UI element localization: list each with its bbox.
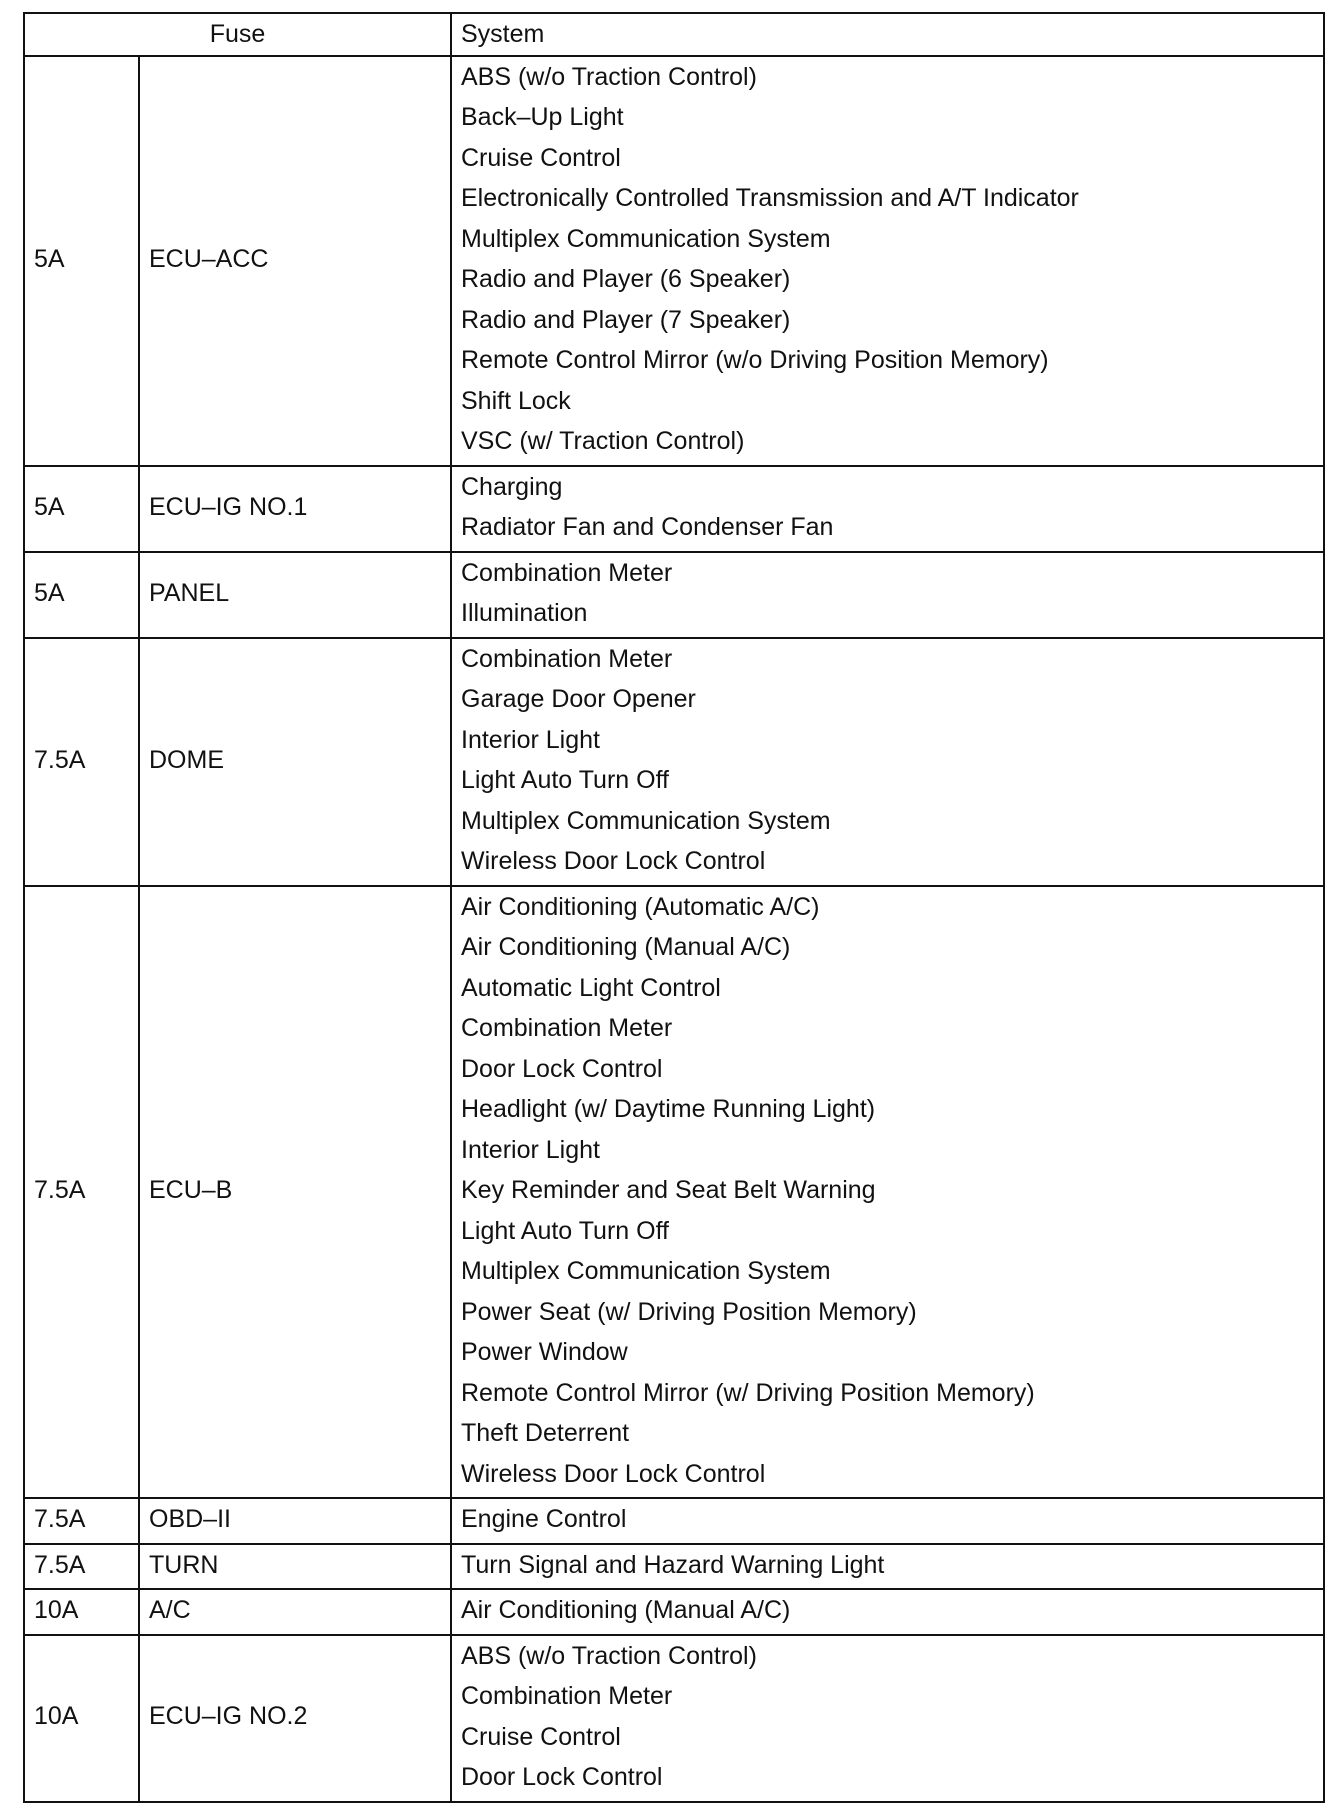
system-item: Cruise Control <box>461 1722 621 1751</box>
fuse-amperage: 10A <box>24 1635 139 1802</box>
system-item: Air Conditioning (Automatic A/C) <box>461 892 820 921</box>
system-item: Combination Meter <box>461 1014 673 1042</box>
system-list <box>451 1544 1324 1590</box>
fuse-amperage: 5A <box>24 56 139 466</box>
system-list <box>451 886 1324 1499</box>
system-item: Engine Control <box>461 1505 627 1533</box>
system-item: Wireless Door Lock Control <box>461 847 766 875</box>
system-item: Air Conditioning (Manual A/C) <box>461 1596 791 1624</box>
system-list <box>451 1589 1324 1635</box>
system-item: Door Lock Control <box>461 1763 663 1791</box>
system-item: Automatic Light Control <box>461 973 721 1002</box>
fuse-amperage: 7.5A <box>24 1544 139 1590</box>
system-item: Back–Up Light <box>461 103 624 131</box>
system-list <box>451 638 1324 886</box>
system-list <box>451 1635 1324 1802</box>
fuse-name: ECU–IG NO.2 <box>139 1635 451 1802</box>
system-item: ABS (w/o Traction Control) <box>461 1641 757 1670</box>
system-item: Combination Meter <box>461 1682 673 1710</box>
table-header <box>24 13 1324 56</box>
system-item: Power Seat (w/ Driving Position Memory) <box>461 1297 917 1326</box>
table-row <box>24 1498 1324 1544</box>
fuse-name: TURN <box>139 1544 451 1590</box>
system-item: Interior Light <box>461 1135 600 1164</box>
fuse-amperage: 7.5A <box>24 886 139 1499</box>
system-item: Light Auto Turn Off <box>461 1216 670 1245</box>
fuse-name: PANEL <box>139 552 451 638</box>
fuse-column-header: Fuse <box>24 13 451 56</box>
system-item: Wireless Door Lock Control <box>461 1459 766 1488</box>
system-item: VSC (w/ Traction Control) <box>461 427 745 455</box>
table-row <box>24 552 1324 638</box>
fuse-amperage: 5A <box>24 552 139 638</box>
system-item: Electronically Controlled Transmission and A/T Indicator <box>461 184 1079 212</box>
system-item: Radio and Player (6 Speaker) <box>461 265 791 293</box>
table-body <box>24 56 1324 1802</box>
system-item: Remote Control Mirror (w/ Driving Position Memory) <box>461 1378 1035 1407</box>
table-row <box>24 466 1324 552</box>
system-item: Theft Deterrent <box>461 1419 630 1447</box>
system-item: Interior Light <box>461 725 600 754</box>
fuse-name: A/C <box>139 1589 451 1635</box>
table-row <box>24 56 1324 466</box>
system-item: Combination Meter <box>461 644 673 673</box>
system-item: Charging <box>461 472 563 501</box>
fuse-table <box>23 12 1325 1803</box>
system-item: Headlight (w/ Daytime Running Light) <box>461 1095 876 1123</box>
system-item: Multiplex Communication System <box>461 1257 831 1285</box>
system-item: Radiator Fan and Condenser Fan <box>461 513 834 541</box>
system-item: Light Auto Turn Off <box>461 766 670 794</box>
table-row <box>24 886 1324 1499</box>
system-item: Turn Signal and Hazard Warning Light <box>461 1550 885 1579</box>
table-row <box>24 638 1324 886</box>
system-item: Door Lock Control <box>461 1054 663 1083</box>
system-list <box>451 466 1324 552</box>
system-item: Multiplex Communication System <box>461 806 831 835</box>
system-item: Power Window <box>461 1338 628 1366</box>
system-item: Multiplex Communication System <box>461 224 831 253</box>
fuse-amperage: 7.5A <box>24 1498 139 1544</box>
table-row <box>24 1635 1324 1802</box>
system-item: Cruise Control <box>461 143 621 172</box>
header-row <box>24 13 1324 56</box>
fuse-name: ECU–IG NO.1 <box>139 466 451 552</box>
fuse-amperage: 7.5A <box>24 638 139 886</box>
system-item: Combination Meter <box>461 558 673 587</box>
system-item: Radio and Player (7 Speaker) <box>461 305 791 334</box>
table-row <box>24 1544 1324 1590</box>
system-item: ABS (w/o Traction Control) <box>461 62 757 91</box>
fuse-name: ECU–B <box>139 886 451 1499</box>
system-item: Remote Control Mirror (w/o Driving Position Memory) <box>461 346 1049 374</box>
fuse-name: DOME <box>139 638 451 886</box>
table-row <box>24 1589 1324 1635</box>
fuse-amperage: 10A <box>24 1589 139 1635</box>
system-list <box>451 552 1324 638</box>
system-list <box>451 1498 1324 1544</box>
system-item: Garage Door Opener <box>461 685 696 713</box>
system-list <box>451 56 1324 466</box>
fuse-amperage: 5A <box>24 466 139 552</box>
system-item: Shift Lock <box>461 386 571 415</box>
system-item: Key Reminder and Seat Belt Warning <box>461 1176 876 1204</box>
fuse-name: ECU–ACC <box>139 56 451 466</box>
system-item: Illumination <box>461 599 588 627</box>
system-column-header: System <box>451 13 1324 56</box>
system-item: Air Conditioning (Manual A/C) <box>461 933 791 961</box>
fuse-name: OBD–II <box>139 1498 451 1544</box>
